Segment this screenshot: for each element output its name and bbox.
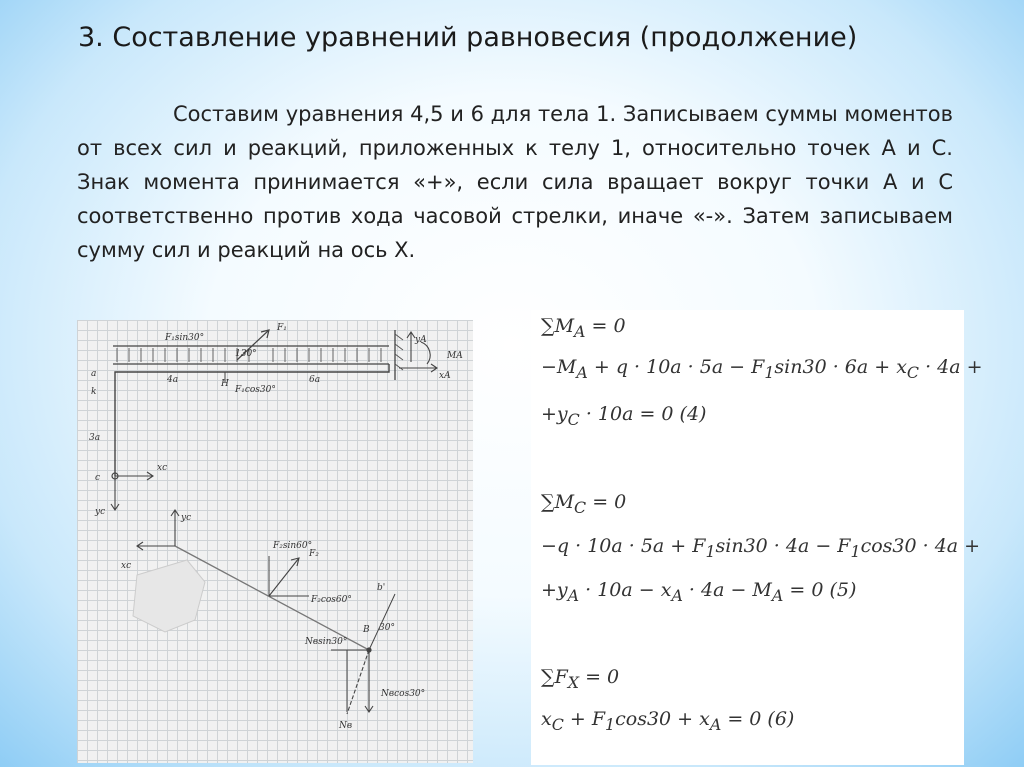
eq3-p2: C	[567, 409, 580, 429]
label-4a: 4a	[167, 375, 179, 385]
label-ya: yA	[415, 335, 427, 345]
eq1-sum-sign: ∑	[541, 315, 555, 337]
label-nbcos30: Nвcos30°	[381, 689, 426, 699]
eq7-p0: ∑	[541, 666, 555, 688]
eq8-p0: x	[541, 708, 552, 730]
eq3-p0: +	[541, 403, 557, 425]
equation-3	[541, 403, 706, 429]
eq3-p3: · 10a = 0 (4)	[579, 403, 707, 425]
eq6-p7: M	[752, 579, 772, 601]
eq4-p1: M	[554, 491, 575, 513]
eq6-p4: x	[660, 579, 672, 601]
eq2-p5: 1	[764, 362, 775, 382]
eq2-p9: · 4a +	[919, 356, 983, 378]
eq3-p1: y	[556, 403, 568, 425]
eq6-p6: · 4a −	[682, 579, 753, 601]
eq5-p3: sin30 · 4a −	[715, 535, 838, 557]
label-nbsin30: Nвsin30°	[305, 637, 348, 647]
eq7-p3: = 0	[579, 666, 620, 688]
eq8-p8: = 0 (6)	[721, 708, 795, 730]
sketch-drawing	[77, 320, 473, 763]
label-xc-top: xc	[157, 463, 168, 473]
label-xa: xA	[439, 371, 451, 381]
eq5-p6: cos30 · 4a +	[860, 535, 981, 557]
label-f2sin60: F₂sin60°	[273, 541, 313, 551]
label-b: B	[363, 625, 370, 635]
eq6-p2: A	[567, 585, 580, 605]
equation-5	[541, 535, 980, 561]
eq2-p2: A	[576, 362, 588, 382]
eq5-p0: −q · 10a · 5a +	[541, 535, 693, 557]
label-angle130: 130°	[235, 349, 257, 359]
eq5-p2: 1	[705, 541, 716, 561]
eq4-p0: ∑	[541, 491, 555, 513]
label-f1: F₁	[277, 323, 287, 333]
label-f1sin30: F₁sin30°	[165, 333, 205, 343]
eq6-p9: = 0 (5)	[783, 579, 857, 601]
label-a: a	[91, 369, 97, 379]
eq8-p4: 1	[605, 714, 616, 734]
eq4-p2: C	[574, 497, 587, 517]
eq7-p1: F	[554, 666, 568, 688]
eq1-m: M	[554, 315, 575, 337]
label-yc-lower: yc	[181, 513, 192, 523]
slide-title: 3. Составление уравнений равновесия (продолжение)	[78, 22, 858, 53]
equation-8	[541, 708, 794, 734]
label-nb: Nв	[339, 721, 353, 731]
label-3a: 3a	[89, 433, 101, 443]
label-b-prime: b'	[377, 583, 386, 593]
body-paragraph: Составим уравнения 4,5 и 6 для тела 1. Записываем суммы моментов от всех сил и реакций, приложенных к телу 1, относительно точек А и С. Знак момента принимается «+», если сила вращает вокруг точки А и С соответственно против хода часовой стрелки, иначе «-». Затем записываем сумму сил и реакций на ось Х.	[77, 102, 953, 262]
eq2-p0: −	[541, 356, 557, 378]
eq5-p4: F	[837, 535, 851, 557]
eq6-p8: A	[771, 585, 784, 605]
equations-panel	[531, 310, 983, 765]
equation-sum-moments-a	[541, 315, 626, 341]
eq8-p6: x	[699, 708, 710, 730]
eq2-p1: M	[556, 356, 577, 378]
eq7-p2: X	[567, 672, 580, 692]
eq8-p7: A	[709, 714, 722, 734]
eq8-p5: cos30 +	[615, 708, 700, 730]
equation-sum-forces-x	[541, 666, 619, 692]
label-angle30: 30°	[379, 623, 395, 633]
eq1-rest: = 0	[585, 315, 626, 337]
label-ma: MA	[447, 351, 463, 361]
eq6-p1: y	[556, 579, 568, 601]
eq2-p3: + q · 10a · 5a −	[587, 356, 752, 378]
hand-drawn-sketch	[77, 320, 473, 763]
equation-2	[541, 356, 983, 382]
eq2-p6: sin30 · 6a +	[774, 356, 897, 378]
equation-6	[541, 579, 856, 605]
eq5-p1: F	[692, 535, 706, 557]
eq2-p8: C	[906, 362, 920, 382]
eq6-p5: A	[671, 585, 683, 605]
eq8-p2: +	[563, 708, 592, 730]
eq2-p4: F	[751, 356, 765, 378]
eq4-p3: = 0	[586, 491, 627, 513]
label-h: H	[221, 379, 229, 389]
label-k: k	[91, 387, 97, 397]
label-f2cos60: F₂cos60°	[311, 595, 352, 605]
label-6a: 6a	[309, 375, 321, 385]
label-f1cos30: F₁cos30°	[235, 385, 276, 395]
eq8-p1: C	[551, 714, 564, 734]
eq8-p3: F	[591, 708, 606, 730]
label-yc-top: yc	[95, 507, 106, 517]
eq5-p5: 1	[850, 541, 861, 561]
label-xc-lower: xc	[121, 561, 132, 571]
eq6-p3: · 10a −	[579, 579, 661, 601]
eq1-sub: A	[574, 321, 586, 341]
label-f2: F₂	[309, 549, 319, 559]
label-c: c	[95, 473, 101, 483]
eq2-p7: x	[896, 356, 907, 378]
equation-sum-moments-c	[541, 491, 626, 517]
eq6-p0: +	[541, 579, 557, 601]
